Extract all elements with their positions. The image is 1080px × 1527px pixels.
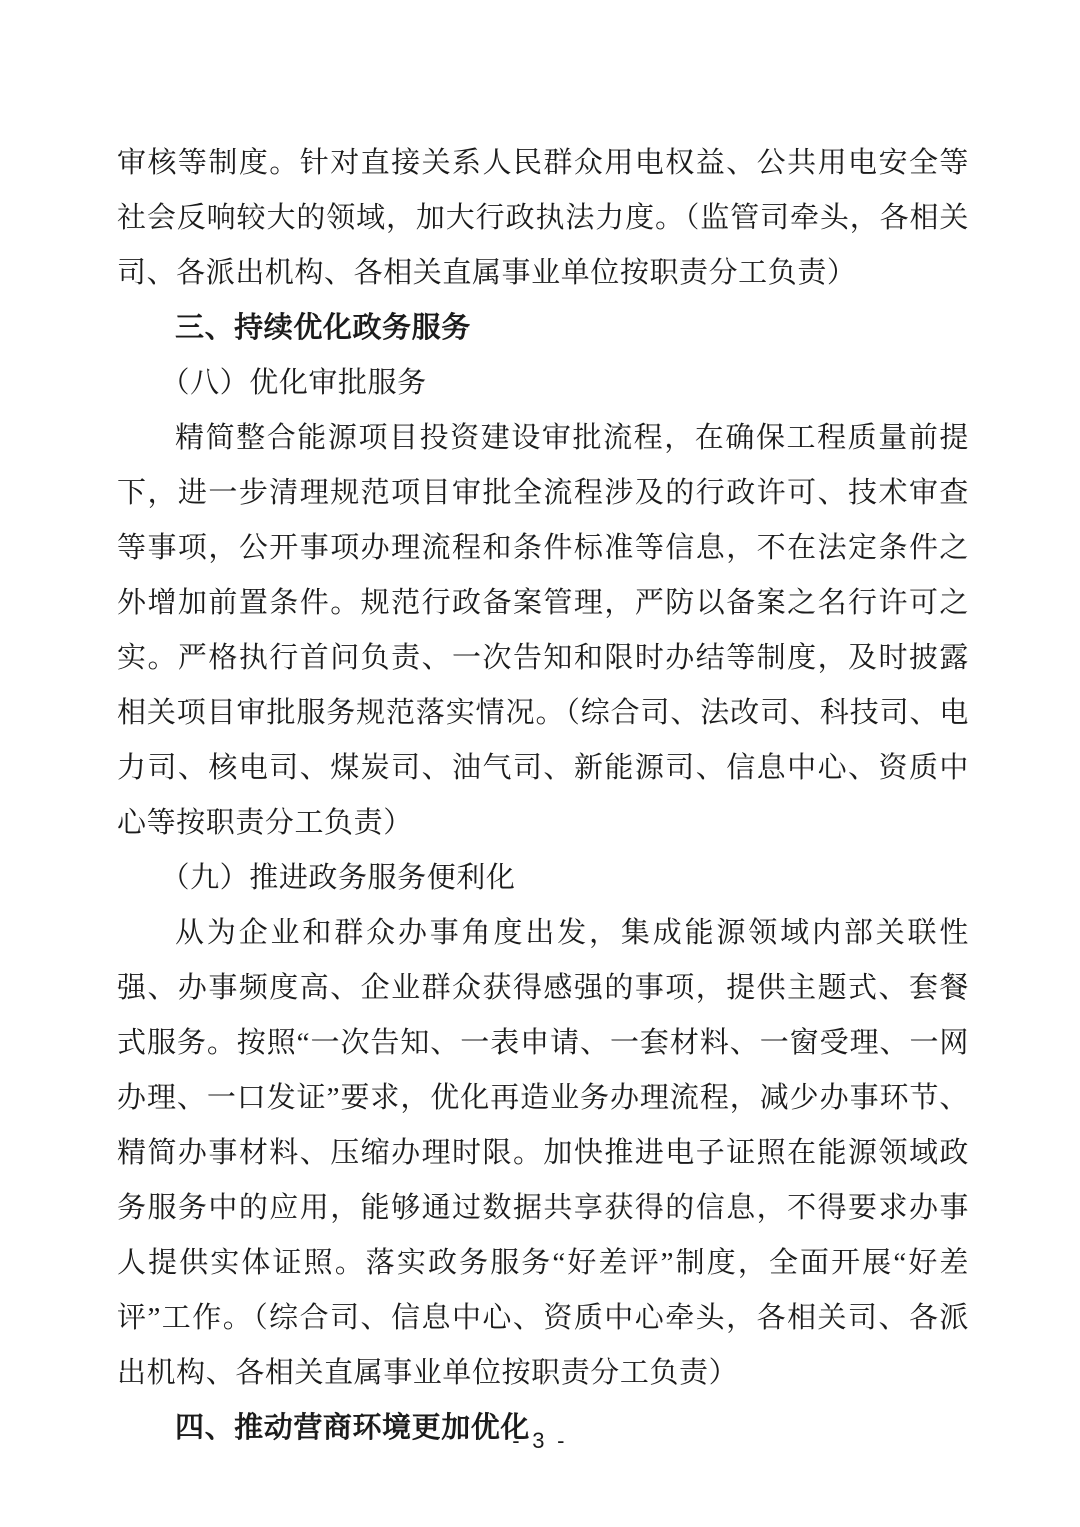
subsection-heading-8-optimize-approval-services: （八）优化审批服务 [160, 367, 427, 399]
document-body [117, 136, 969, 1456]
page-number: - 3 - [512, 1428, 568, 1453]
paragraph-approval-process: 精简整合能源项目投资建设审批流程，在确保工程质量前提下，进一步清理规范项目审批全流程涉及的行政许可、技术审查等事项，公开事项办理流程和条件标准等信息，不在法定条件之外增加前置条件。规范行政备案管理，严防以备案之名行许可之实。严格执行首问负责、一次告知和限时办结等制度，及时披露相关项目审批服务规范落实情况。（综合司、法改司、科技司、电力司、核电司、煤炭司、油气司、新能源司、信息中心、资质中心等按职责分工负责） [117, 422, 969, 839]
paragraph-continued-supervision: 审核等制度。针对直接关系人民群众用电权益、公共用电安全等社会反响较大的领域，加大行政执法力度。（监管司牵头，各相关司、各派出机构、各相关直属事业单位按职责分工负责） [117, 147, 969, 289]
section-heading-4-business-environment: 四、推动营商环境更加优化 [175, 1412, 530, 1444]
section-heading-3-optimize-government-services: 三、持续优化政务服务 [175, 312, 471, 344]
subsection-heading-9-service-convenience: （九）推进政务服务便利化 [160, 862, 516, 894]
paragraph-service-convenience: 从为企业和群众办事角度出发，集成能源领域内部关联性强、办事频度高、企业群众获得感强的事项，提供主题式、套餐式服务。按照“一次告知、一表申请、一套材料、一窗受理、一网办理、一口发证”要求，优化再造业务办理流程，减少办事环节、精简办事材料、压缩办理时限。加快推进电子证照在能源领域政务服务中的应用，能够通过数据共享获得的信息，不得要求办事人提供实体证照。落实政务服务“好差评”制度，全面开展“好差评”工作。（综合司、信息中心、资质中心牵头，各相关司、各派出机构、各相关直属事业单位按职责分工负责） [117, 917, 969, 1389]
